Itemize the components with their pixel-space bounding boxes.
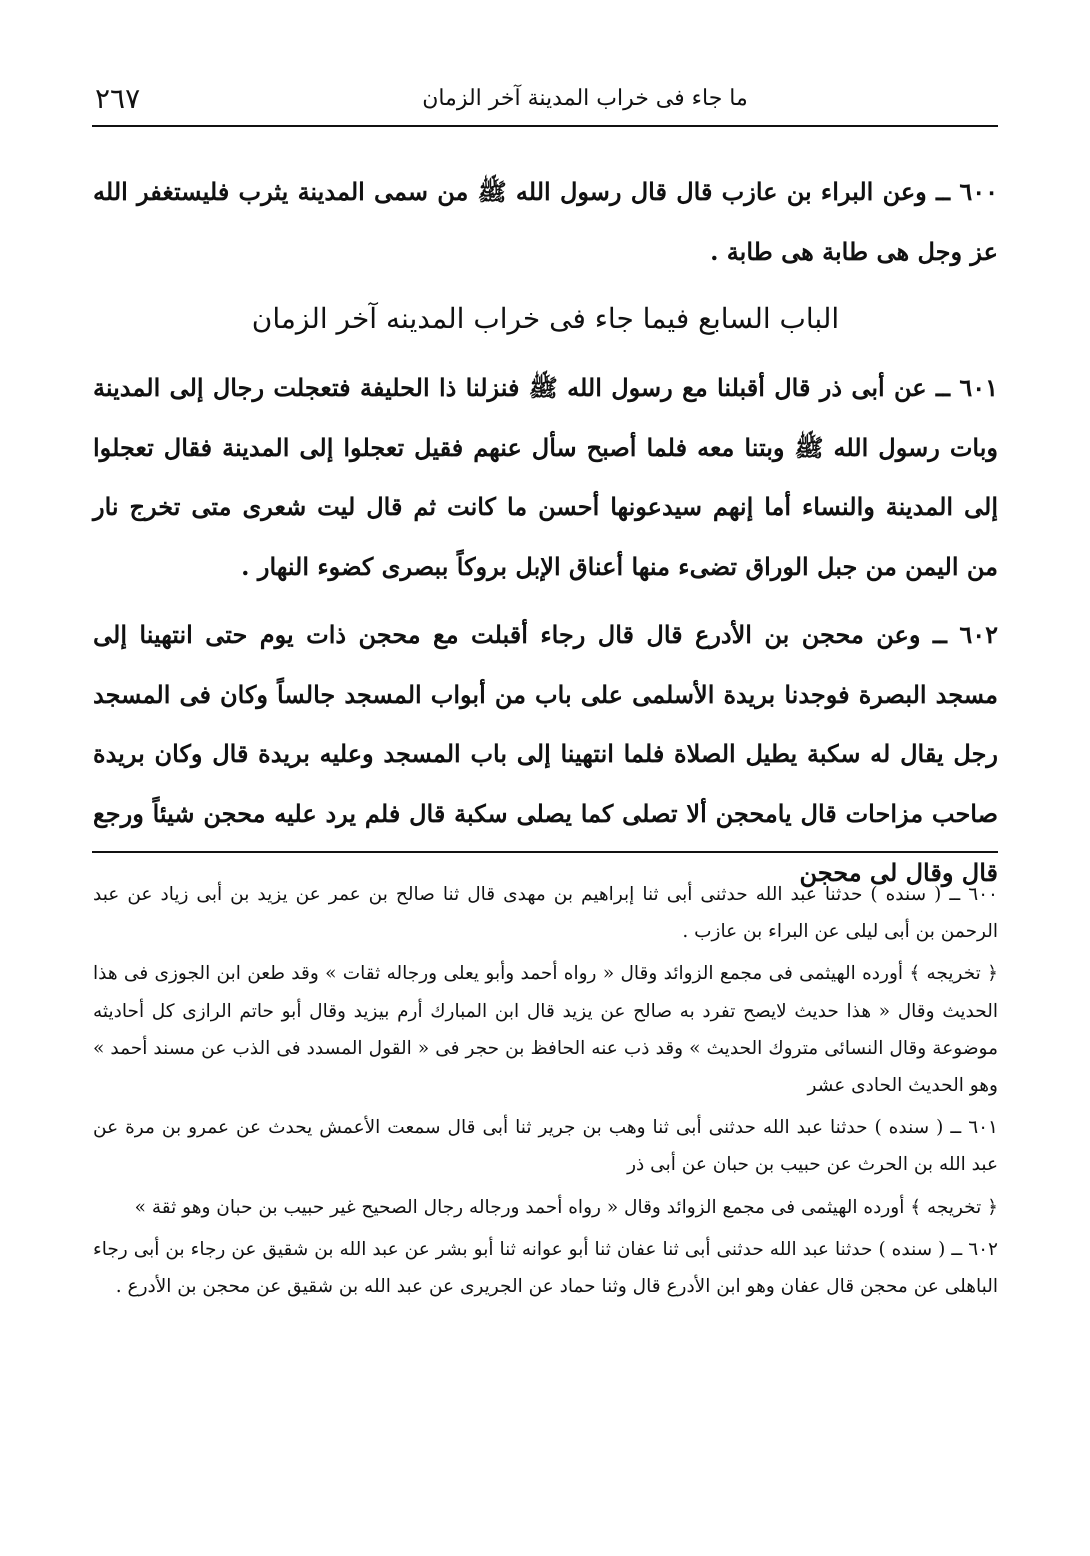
hadith-602: ٦٠٢ ــ وعن محجن بن الأدرع قال قال رجاء أقبلت مع محجن ذات يوم حتى انتهينا إلى مسجد البصرة فوجدنا بريدة الأسلمى على باب من أبواب المسجد جالساً وكان فى المسجد رجل يقال له سكبة يطيل الصلاة فلما انتهينا إلى باب المسجد وعليه بريدة قال وكان بريدة صاحب مزاحات قال يامحجن ألا تصلى كما يصلى سكبة قال فلم يرد عليه محجن شيئاً ورجع قال وقال لى محجن	[93, 620, 999, 887]
main-text	[93, 162, 998, 912]
footnote-takhrij-600: ﴿ تخريجه ﴾ أورده الهيثمى فى مجمع الزوائد وقال « رواه أحمد وأبو يعلى ورجاله ثقات » وقد طعن ابن الجوزى فى هذا الحديث وقال « هذا حديث لايصح تفرد به صالح عن يزيد قال ابن المبارك أرم بيزيد وقال أبو حاتم الرازى كل أحاديثه موضوعة وقال النسائى متروك الحديث » وقد ذب عنه الحافظ بن حجر فى « القول المسدد فى الذب عن مسند أحمد » وهو الحديث الحادى عشر	[93, 963, 998, 1097]
footnote-takhrij-601: ﴿ تخريجه ﴾ أورده الهيثمى فى مجمع الزوائد وقال « رواه أحمد ورجاله رجال الصحيح غير حبيب بن حبان وهو ثقة »	[134, 1196, 998, 1218]
footnotes	[93, 876, 998, 1310]
footnote-sanad-600: ٦٠٠ ــ ( سنده ) حدثنا عبد الله حدثنى أبى ثنا إبراهيم بن مهدى قال ثنا صالح بن عمر عن يزيد بن أبى زياد عن عبد الرحمن بن أبى ليلى عن البراء بن عازب .	[93, 884, 998, 943]
header-rule	[92, 125, 998, 127]
running-title: ما جاء فى خراب المدينة آخر الزمان	[422, 86, 748, 111]
hadith-600: ٦٠٠ ــ وعن البراء بن عازب قال قال رسول الله ﷺ من سمى المدينة يثرب فليستغفر الله عز وجل هى طابة هى طابة .	[93, 177, 998, 266]
footnote-sanad-601: ٦٠١ ــ ( سنده ) حدثنا عبد الله حدثنى أبى ثنا وهب بن جرير ثنا أبى قال سمعت الأعمش يحدث عن عمرو بن مرة عن عبد الله بن الحرث عن حبيب بن حبان عن أبى ذر	[93, 1117, 998, 1176]
page-number: ٢٦٧	[95, 82, 141, 115]
hadith-601: ٦٠١ ــ عن أبى ذر قال أقبلنا مع رسول الله ﷺ فنزلنا ذا الحليفة فتعجلت رجال إلى المدينة وبات رسول الله ﷺ وبتنا معه فلما أصبح سأل عنهم فقيل تعجلوا إلى المدينة فقال تعجلوا إلى المدينة والنساء أما إنهم سيدعونها أحسن ما كانت ثم قال ليت شعرى متى تخرج نار من اليمن من جبل الوراق تضىء منها أعناق الإبل بروكاً ببصرى كضوء النهار .	[93, 373, 998, 581]
footnote-sanad-602: ٦٠٢ ــ ( سنده ) حدثنا عبد الله حدثنى أبى ثنا عفان ثنا أبو عوانه ثنا أبو بشر عن عبد الله بن شقيق عن رجاء بن أبى رجاء الباهلى عن محجن قال عفان وهو ابن الأدرع قال وثنا حماد عن الجريرى عن عبد الله بن شقيق عن محجن بن الأدرع .	[93, 1238, 998, 1298]
footnote-rule	[92, 851, 998, 853]
chapter-title: الباب السابع فيما جاء فى خراب المدينه آخر الزمان	[251, 302, 840, 335]
page-header	[95, 80, 995, 124]
